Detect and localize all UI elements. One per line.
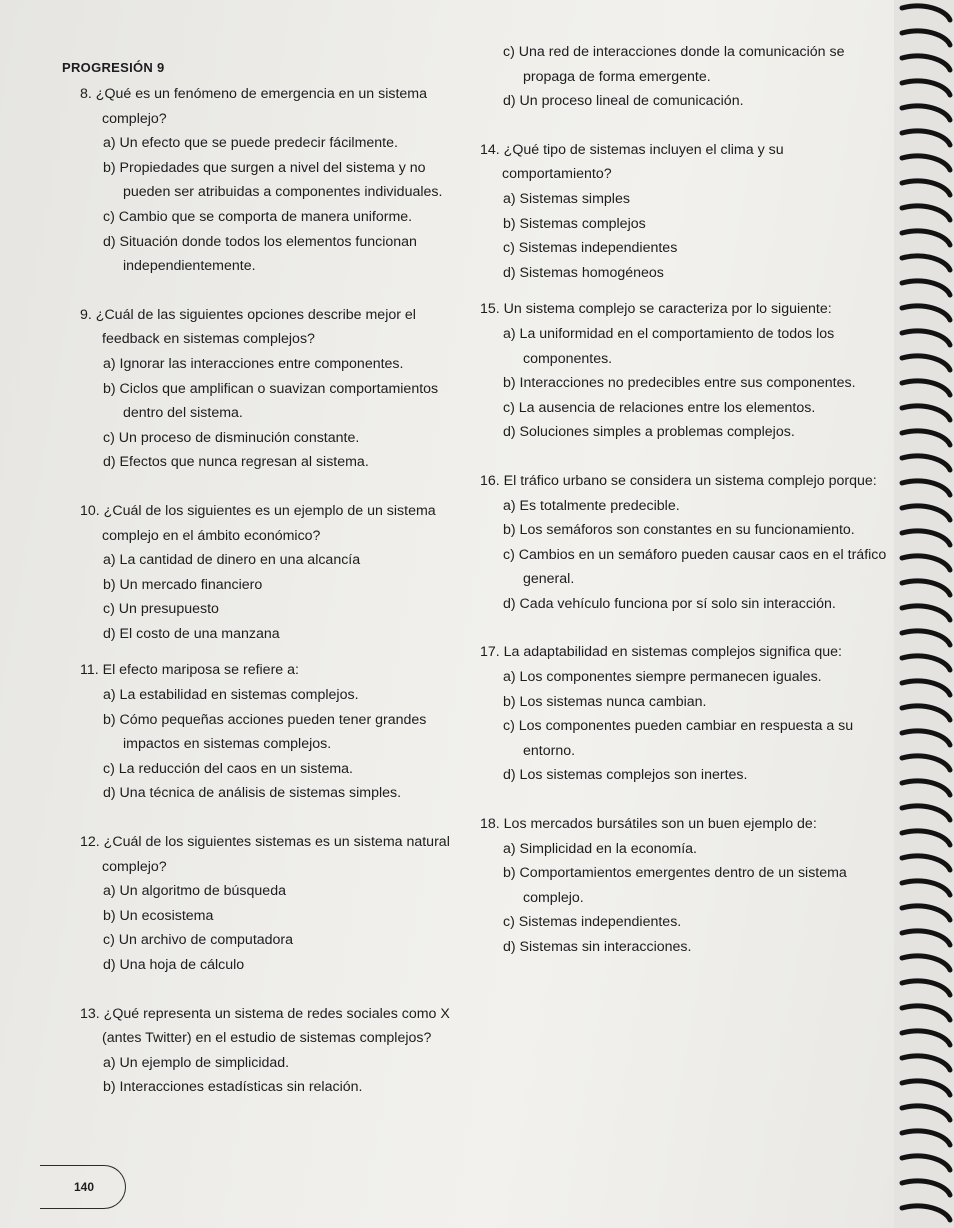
option-a: a) Un ejemplo de simplicidad. [103,1054,290,1071]
option-c: c) Cambio que se comporta de manera uniforme. [103,208,413,225]
option-d: d) Cada vehículo funciona por sí solo sin interacción. [503,595,836,612]
option-a: a) Sistemas simples [503,190,630,207]
question-stem: 14. ¿Qué tipo de sistemas incluyen el clima y su comportamiento? [480,141,784,183]
option-a: a) Ignorar las interacciones entre componentes. [103,355,404,372]
option-b: b) Ciclos que amplifican o suavizan comportamientos dentro del sistema. [103,380,439,422]
option-c: c) La ausencia de relaciones entre los elementos. [503,399,816,416]
option-c: c) Un proceso de disminución constante. [103,429,360,446]
option-a: a) Un algoritmo de búsqueda [103,883,286,900]
question-15 [480,297,890,445]
option-b: b) Un mercado financiero [103,576,263,593]
option-b: b) Un ecosistema [103,907,214,924]
option-b: b) Comportamientos emergentes dentro de un sistema complejo. [503,865,847,906]
question-13 [80,1002,475,1100]
option-d: d) Un proceso lineal de comunicación. [503,93,744,110]
option-a: a) La uniformidad en el comportamiento de todos los componentes. [503,325,835,367]
option-d: d) Una hoja de cálculo [103,957,245,973]
option-b: b) Cómo pequeñas acciones pueden tener grandes impactos en sistemas complejos. [103,711,427,753]
option-d: d) Los sistemas complejos son inertes. [503,767,748,784]
question-17 [480,640,890,788]
question-8 [80,82,475,279]
question-18 [480,812,890,960]
question-stem: 11. El efecto mariposa se refiere a: [80,662,299,679]
left-column [80,82,475,1100]
option-c: c) La reducción del caos en un sistema. [103,760,353,777]
option-d: d) Sistemas homogéneos [503,264,664,281]
option-b: b) Sistemas complejos [503,215,646,232]
option-c: c) Un presupuesto [103,601,219,618]
option-c: c) Cambios en un semáforo pueden causar caos en el tráfico general. [503,546,887,588]
question-stem: 15. Un sistema complejo se caracteriza por lo siguiente: [480,301,832,318]
question-10 [80,499,475,647]
option-c: c) Sistemas independientes. [503,914,682,931]
question-11 [80,658,475,806]
question-13-continued [480,40,890,114]
option-b: b) Interacciones estadísticas sin relación. [103,1079,363,1096]
question-stem: 17. La adaptabilidad en sistemas complejos significa que: [480,644,843,661]
question-14 [480,138,890,286]
option-b: b) Los sistemas nunca cambian. [503,693,707,710]
question-stem: 10. ¿Cuál de los siguientes es un ejemplo de un sistema complejo en el ámbito económico? [80,502,436,544]
option-c: c) Una red de interacciones donde la comunicación se propaga de forma emergente. [503,44,845,85]
option-b: b) Los semáforos son constantes en su funcionamiento. [503,522,855,539]
question-stem: 13. ¿Qué representa un sistema de redes sociales como X (antes Twitter) en el estudio de sistemas complejos? [80,1005,450,1047]
option-a: a) La estabilidad en sistemas complejos. [103,687,359,704]
question-stem: 18. Los mercados bursátiles son un buen ejemplo de: [480,816,817,833]
option-c: c) Un archivo de computadora [103,932,294,949]
section-title: PROGRESIÓN 9 [62,60,165,75]
question-stem: 8. ¿Qué es un fenómeno de emergencia en un sistema complejo? [80,86,428,127]
option-b: b) Interacciones no predecibles entre sus componentes. [503,375,856,392]
option-d: d) Sistemas sin interacciones. [503,939,692,955]
question-stem: 16. El tráfico urbano se considera un sistema complejo porque: [480,472,877,489]
option-a: a) Un efecto que se puede predecir fácilmente. [103,135,398,152]
option-a: a) Es totalmente predecible. [503,497,680,514]
option-d: d) Una técnica de análisis de sistemas simples. [103,785,402,802]
option-a: a) La cantidad de dinero en una alcancía [103,552,361,569]
option-d: d) Efectos que nunca regresan al sistema. [103,454,369,471]
question-stem: 9. ¿Cuál de las siguientes opciones describe mejor el feedback en sistemas complejos? [80,306,416,348]
question-9 [80,303,475,475]
option-d: d) Soluciones simples a problemas complejos. [503,424,795,441]
option-d: d) Situación donde todos los elementos funcionan independientemente. [103,233,417,275]
question-stem: 12. ¿Cuál de los siguientes sistemas es un sistema natural complejo? [80,834,450,875]
option-a: a) Simplicidad en la economía. [503,840,697,857]
spiral-binding-icon [894,0,954,1228]
option-c: c) Sistemas independientes [503,240,678,257]
option-a: a) Los componentes siempre permanecen iguales. [503,669,822,686]
question-16 [480,469,890,617]
page-number: 140 [40,1165,126,1209]
option-c: c) Los componentes pueden cambiar en respuesta a su entorno. [503,718,854,759]
option-b: b) Propiedades que surgen a nivel del sistema y no pueden ser atribuidas a componentes individuales. [103,159,443,201]
question-12 [80,830,475,978]
option-d: d) El costo de una manzana [103,625,280,642]
right-column [480,40,890,960]
